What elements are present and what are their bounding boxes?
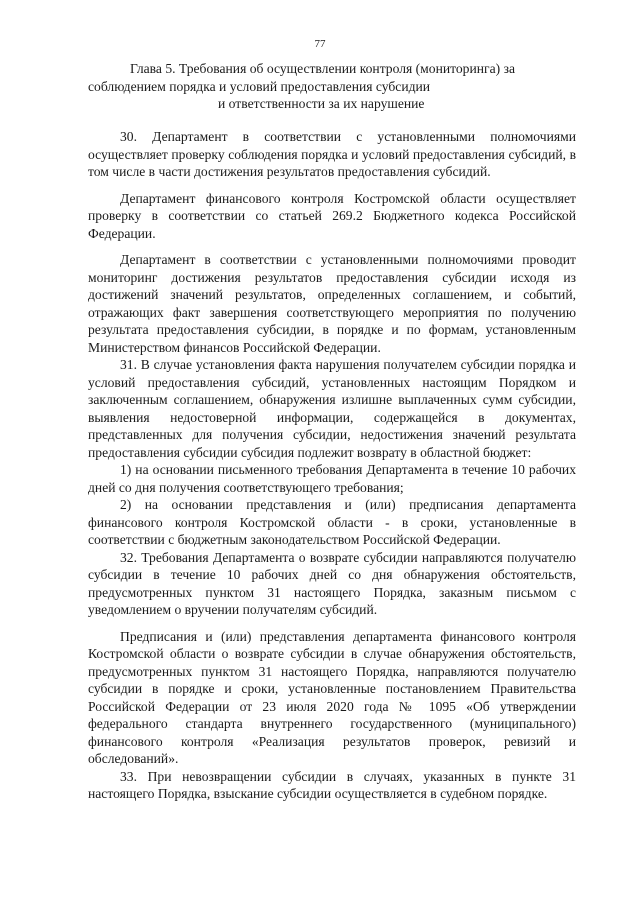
- chapter-heading-line-2: соблюдением порядка и условий предоставления субсидии: [88, 78, 431, 94]
- paragraph-31-item-2: 2) на основании представления и (или) предписания департамента финансового контроля Костромской области - в сроки, установленные в соответствии с бюджетным законодательством Российской Федерации.: [88, 497, 576, 547]
- paragraph-monitoring: Департамент в соответствии с установленными полномочиями проводит мониторинг достижения результатов предоставления субсидии исходя из достижений значений результатов, определенных соглашением, и событий, отражающих факт завершения соответствующего мероприятия по получению результата предоставления субсидии, в порядке и по формам, установленным Министерством финансов Российской Федерации.: [88, 252, 576, 355]
- paragraph-31: 31. В случае установления факта нарушения получателем субсидии порядка и условий предоставления субсидий, установленных настоящим Порядком и заключенным соглашением, обнаружения излишне выплаченных сумм субсидии, выявления недостоверной информации, содержащейся в документах, представленных для получения субсидии, недостижения значений результата предоставления субсидии субсидия подлежит возврату в областной бюджет:: [88, 357, 576, 460]
- chapter-heading-line-1: Глава 5. Требования об осуществлении контроля (мониторинга) за: [130, 61, 515, 76]
- paragraph-33: 33. При невозвращении субсидии в случаях, указанных в пункте 31 настоящего Порядка, взыскание субсидии осуществляется в судебном порядке.: [88, 768, 576, 801]
- page-number: 77: [314, 38, 326, 50]
- chapter-heading: [88, 60, 584, 113]
- paragraph-financial-control: Департамент финансового контроля Костромской области осуществляет проверку в соответствии со статьей 269.2 Бюджетного кодекса Российской Федерации.: [88, 190, 576, 241]
- document-body: [88, 128, 576, 803]
- paragraph-31-item-1: 1) на основании письменного требования Департамента в течение 10 рабочих дней со дня получения соответствующего требования;: [88, 462, 576, 495]
- paragraph-prescriptions: Предписания и (или) представления департамента финансового контроля Костромской области о возврате субсидии в случае обнаружения обстоятельств, предусмотренных пунктом 31 настоящего Порядка, направляются получателю субсидии в порядке и сроки, установленные постановлением Правительства Российской Федерации от 23 июля 2020 года № 1095 «Об утверждении федерального стандарта внутреннего государственного (муниципального) финансового контроля «Реализация результатов проверок, ревизий и обследований».: [88, 628, 576, 766]
- chapter-heading-line-3: и ответственности за их нарушение: [218, 96, 425, 111]
- paragraph-32: 32. Требования Департамента о возврате субсидии направляются получателю субсидии в течение 10 рабочих дней со дня обнаружения обстоятельств, предусмотренных пунктом 31 настоящего Порядка, заказным письмом с уведомлением о вручении получателям субсидий.: [88, 549, 576, 617]
- paragraph-30: 30. Департамент в соответствии с установленными полномочиями осуществляет проверку соблюдения порядка и условий предоставления субсидий, в том числе в части достижения результатов предоставления субсидий.: [88, 129, 576, 179]
